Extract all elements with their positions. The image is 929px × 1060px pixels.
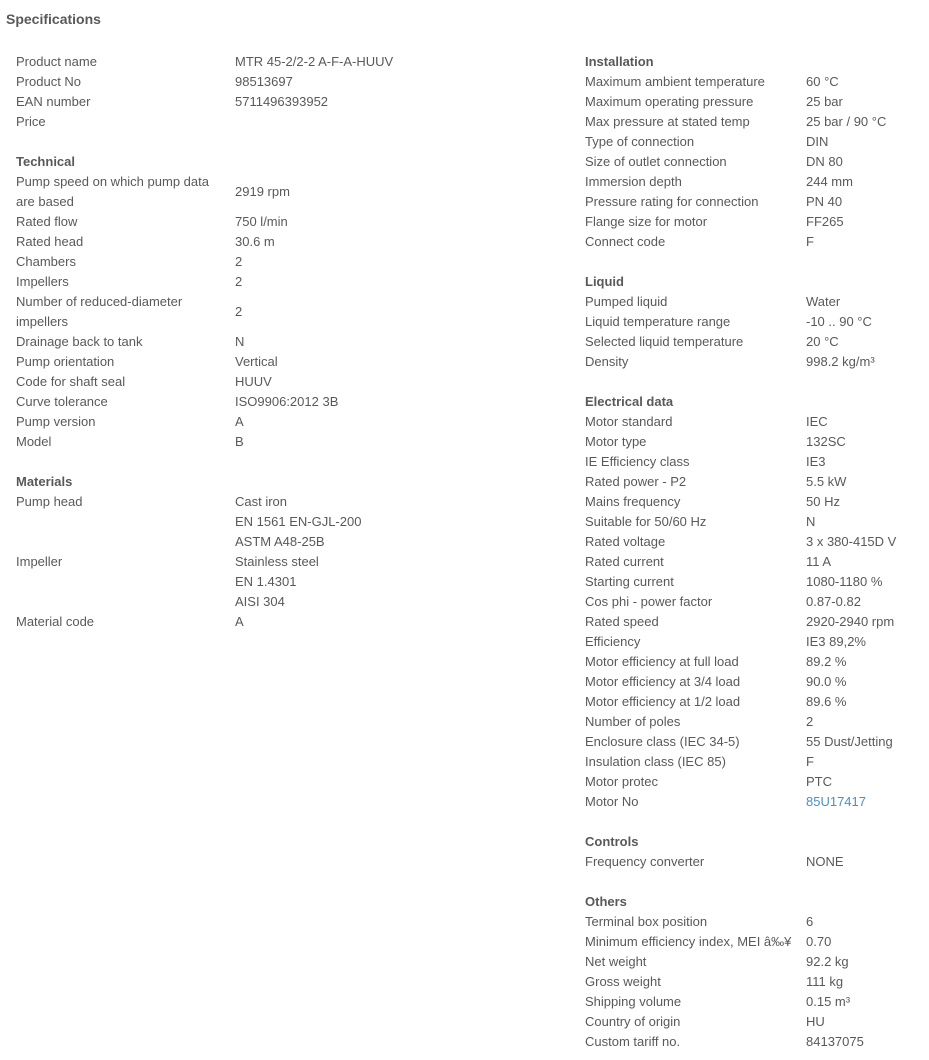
spec-row-enclosure-class-iec-34-5: [585, 732, 929, 752]
spec-row-motor-standard: [585, 412, 929, 432]
spec-section-liquid: [585, 272, 929, 372]
spec-label: Motor protec: [585, 774, 658, 789]
section-heading-technical: Technical: [16, 154, 76, 169]
spec-label: Rated flow: [16, 214, 78, 229]
spec-value: IE3: [806, 454, 826, 469]
spec-value: 2919 rpm: [235, 184, 290, 199]
spec-row-insulation-class-iec-85: [585, 752, 929, 772]
spec-value: [235, 492, 564, 552]
spec-column-right: [585, 52, 929, 1052]
spec-row-size-of-outlet-connection: [585, 152, 929, 172]
spec-value: 132SC: [806, 434, 846, 449]
spec-value: A: [235, 414, 244, 429]
spec-label: Minimum efficiency index, MEI â‰¥: [585, 934, 792, 949]
spec-label: Pump head: [16, 494, 83, 509]
spec-label: Price: [16, 114, 46, 129]
spec-label: Motor efficiency at 3/4 load: [585, 674, 741, 689]
spec-value: MTR 45-2/2-2 A-F-A-HUUV: [235, 54, 394, 69]
spec-label: Rated power - P2: [585, 474, 687, 489]
spec-value: 11 A: [806, 554, 832, 569]
spec-value: 750 l/min: [235, 214, 288, 229]
spec-row-net-weight: [585, 952, 929, 972]
spec-label: Country of origin: [585, 1014, 681, 1029]
section-heading-others: Others: [585, 894, 627, 909]
section-heading-controls: Controls: [585, 834, 639, 849]
spec-row-motor-protec: [585, 772, 929, 792]
spec-label: Model: [16, 434, 52, 449]
spec-value: 92.2 kg: [806, 954, 849, 969]
spec-row-rated-power-p2: [585, 472, 929, 492]
spec-label: Number of poles: [585, 714, 681, 729]
spec-value: 90.0 %: [806, 674, 847, 689]
spec-label: Chambers: [16, 254, 76, 269]
spec-row-density: [585, 352, 929, 372]
spec-row-shipping-volume: [585, 992, 929, 1012]
spec-label: Material code: [16, 614, 95, 629]
spec-value: -10 .. 90 °C: [806, 314, 872, 329]
spec-value: HU: [806, 1014, 825, 1029]
spec-value: A: [235, 614, 244, 629]
spec-value: 2: [235, 274, 243, 289]
spec-section-product: [16, 52, 564, 132]
spec-label: Selected liquid temperature: [585, 334, 744, 349]
spec-label: Drainage back to tank: [16, 334, 143, 349]
spec-value: PTC: [806, 774, 832, 789]
spec-value: Vertical: [235, 354, 278, 369]
spec-value: 3 x 380-415D V: [806, 534, 897, 549]
spec-row-number-of-reduced-diameter-impellers: [16, 292, 564, 332]
spec-row-liquid-temperature-range: [585, 312, 929, 332]
spec-value: 244 mm: [806, 174, 853, 189]
spec-label: Motor efficiency at 1/2 load: [585, 694, 741, 709]
spec-value: 25 bar / 90 °C: [806, 114, 887, 129]
spec-label: Terminal box position: [585, 914, 708, 929]
spec-value: DIN: [806, 134, 829, 149]
spec-label: Impeller: [16, 554, 63, 569]
spec-label: Gross weight: [585, 974, 661, 989]
spec-label: Maximum operating pressure: [585, 94, 754, 109]
spec-label: Pumped liquid: [585, 294, 668, 309]
spec-row-mains-frequency: [585, 492, 929, 512]
spec-row-maximum-ambient-temperature: [585, 72, 929, 92]
spec-value: IEC: [806, 414, 828, 429]
spec-row-rated-flow: [16, 212, 564, 232]
spec-label: Pressure rating for connection: [585, 194, 759, 209]
spec-value: 1080-1180 %: [806, 574, 883, 589]
spec-row-pump-orientation: [16, 352, 564, 372]
spec-row-number-of-poles: [585, 712, 929, 732]
spec-value: B: [235, 434, 244, 449]
spec-value: 0.15 m³: [806, 994, 851, 1009]
spec-label: Flange size for motor: [585, 214, 708, 229]
spec-value: 25 bar: [806, 94, 843, 109]
spec-row-pressure-rating-for-connection: [585, 192, 929, 212]
spec-value: NONE: [806, 854, 844, 869]
spec-value: 84137075: [806, 1034, 864, 1049]
spec-value: [806, 792, 929, 812]
spec-row-pump-head: [16, 492, 564, 552]
spec-value-line: Cast iron: [235, 494, 288, 509]
spec-value: PN 40: [806, 194, 843, 209]
spec-label: Suitable for 50/60 Hz: [585, 514, 707, 529]
spec-row-rated-head: [16, 232, 564, 252]
spec-section-others: [585, 892, 929, 1052]
spec-label: Product No: [16, 74, 82, 89]
spec-row-gross-weight: [585, 972, 929, 992]
spec-value-line: Stainless steel: [235, 554, 319, 569]
spec-value-line: ASTM A48-25B: [235, 534, 325, 549]
spec-section-controls: [585, 832, 929, 872]
spec-label: Motor type: [585, 434, 647, 449]
spec-value-line: EN 1561 EN-GJL-200: [235, 514, 362, 529]
spec-value: N: [235, 334, 245, 349]
spec-label: Pump orientation: [16, 354, 115, 369]
spec-section-installation: [585, 52, 929, 252]
spec-value: 60 °C: [806, 74, 839, 89]
spec-section-technical: [16, 152, 564, 452]
spec-value: F: [806, 754, 814, 769]
spec-label: Impellers: [16, 274, 69, 289]
section-heading-electrical-data: Electrical data: [585, 394, 674, 409]
spec-row-starting-current: [585, 572, 929, 592]
spec-row-price: [16, 112, 564, 132]
spec-value: 5.5 kW: [806, 474, 847, 489]
spec-label: Rated head: [16, 234, 84, 249]
spec-row-motor-efficiency-at-full-load: [585, 652, 929, 672]
spec-value: 2: [235, 254, 243, 269]
spec-label: Enclosure class (IEC 34-5): [585, 734, 740, 749]
spec-value: 50 Hz: [806, 494, 840, 509]
spec-label: Motor No: [585, 794, 639, 809]
spec-label: Mains frequency: [585, 494, 681, 509]
spec-value: N: [806, 514, 816, 529]
spec-label: Insulation class (IEC 85): [585, 754, 726, 769]
spec-label: Rated voltage: [585, 534, 666, 549]
spec-row-rated-current: [585, 552, 929, 572]
spec-row-rated-speed: [585, 612, 929, 632]
spec-row-country-of-origin: [585, 1012, 929, 1032]
spec-label: Pump version: [16, 414, 96, 429]
spec-row-motor-efficiency-at-3-4-load: [585, 672, 929, 692]
spec-section-materials: [16, 472, 564, 632]
spec-row-model: [16, 432, 564, 452]
spec-value: 98513697: [235, 74, 293, 89]
section-heading-installation: Installation: [585, 54, 654, 69]
spec-label: Number of reduced-diameter impellers: [16, 294, 183, 329]
spec-value: 6: [806, 914, 814, 929]
spec-value: 30.6 m: [235, 234, 275, 249]
spec-value: 5711496393952: [235, 94, 329, 109]
spec-value: HUUV: [235, 374, 272, 389]
spec-row-suitable-for-50-60-hz: [585, 512, 929, 532]
spec-row-motor-efficiency-at-1-2-load: [585, 692, 929, 712]
spec-label: Density: [585, 354, 629, 369]
spec-row-minimum-efficiency-index-mei: [585, 932, 929, 952]
page-title: Specifications: [6, 11, 101, 27]
spec-label: Motor efficiency at full load: [585, 654, 739, 669]
spec-row-impeller: [16, 552, 564, 612]
spec-row-connect-code: [585, 232, 929, 252]
spec-label: Frequency converter: [585, 854, 705, 869]
spec-row-selected-liquid-temperature: [585, 332, 929, 352]
spec-row-type-of-connection: [585, 132, 929, 152]
spec-row-maximum-operating-pressure: [585, 92, 929, 112]
spec-row-impellers: [16, 272, 564, 292]
spec-label: IE Efficiency class: [585, 454, 690, 469]
spec-row-terminal-box-position: [585, 912, 929, 932]
spec-value: 111 kg: [806, 974, 844, 989]
spec-row-motor-type: [585, 432, 929, 452]
spec-row-drainage-back-to-tank: [16, 332, 564, 352]
spec-value: [235, 552, 564, 612]
spec-column-left: [16, 52, 564, 632]
spec-value: Water: [806, 294, 841, 309]
spec-label: Rated speed: [585, 614, 659, 629]
spec-row-ean-number: [16, 92, 564, 112]
spec-row-rated-voltage: [585, 532, 929, 552]
spec-value: 2920-2940 rpm: [806, 614, 895, 629]
spec-row-curve-tolerance: [16, 392, 564, 412]
spec-label: Cos phi - power factor: [585, 594, 713, 609]
spec-row-custom-tariff-no: [585, 1032, 929, 1052]
spec-value-line: EN 1.4301: [235, 574, 297, 589]
spec-row-max-pressure-at-stated-temp: [585, 112, 929, 132]
spec-row-material-code: [16, 612, 564, 632]
spec-value: FF265: [806, 214, 844, 229]
spec-row-pump-speed-on-which-pump-data-are-based: [16, 172, 564, 212]
spec-label: Type of connection: [585, 134, 695, 149]
spec-value: IE3 89,2%: [806, 634, 866, 649]
spec-value-line: AISI 304: [235, 594, 285, 609]
spec-row-pump-version: [16, 412, 564, 432]
spec-value: ISO9906:2012 3B: [235, 394, 339, 409]
spec-row-product-name: [16, 52, 564, 72]
spec-row-motor-no: [585, 792, 929, 812]
spec-value: 0.70: [806, 934, 832, 949]
spec-label: Code for shaft seal: [16, 374, 126, 389]
spec-section-electrical-data: [585, 392, 929, 812]
spec-label: Shipping volume: [585, 994, 682, 1009]
spec-label: Efficiency: [585, 634, 641, 649]
spec-row-product-no: [16, 72, 564, 92]
spec-label: Net weight: [585, 954, 647, 969]
spec-label: Immersion depth: [585, 174, 682, 189]
section-heading-liquid: Liquid: [585, 274, 624, 289]
spec-row-flange-size-for-motor: [585, 212, 929, 232]
spec-value: 89.6 %: [806, 694, 847, 709]
spec-row-cos-phi-power-factor: [585, 592, 929, 612]
spec-row-frequency-converter: [585, 852, 929, 872]
spec-value: 2: [806, 714, 814, 729]
spec-value: 0.87-0.82: [806, 594, 861, 609]
spec-label: Size of outlet connection: [585, 154, 727, 169]
spec-row-immersion-depth: [585, 172, 929, 192]
spec-label: Rated current: [585, 554, 664, 569]
spec-value: F: [806, 234, 814, 249]
spec-value: 55 Dust/Jetting: [806, 734, 893, 749]
spec-row-efficiency: [585, 632, 929, 652]
motor-no-link[interactable]: 85U17417: [806, 794, 866, 809]
spec-row-ie-efficiency-class: [585, 452, 929, 472]
spec-value: 20 °C: [806, 334, 839, 349]
spec-label: Custom tariff no.: [585, 1034, 681, 1049]
spec-label: Starting current: [585, 574, 674, 589]
spec-label: Liquid temperature range: [585, 314, 731, 329]
spec-label: Curve tolerance: [16, 394, 108, 409]
spec-value: 89.2 %: [806, 654, 847, 669]
spec-row-pumped-liquid: [585, 292, 929, 312]
spec-label: Connect code: [585, 234, 666, 249]
spec-label: Pump speed on which pump data are based: [16, 174, 209, 209]
spec-value: 2: [235, 304, 243, 319]
spec-label: Max pressure at stated temp: [585, 114, 750, 129]
spec-row-code-for-shaft-seal: [16, 372, 564, 392]
spec-row-chambers: [16, 252, 564, 272]
spec-label: Product name: [16, 54, 97, 69]
spec-value: DN 80: [806, 154, 843, 169]
section-heading-materials: Materials: [16, 474, 73, 489]
spec-value: 998.2 kg/m³: [806, 354, 875, 369]
spec-label: Maximum ambient temperature: [585, 74, 765, 89]
spec-label: Motor standard: [585, 414, 673, 429]
spec-label: EAN number: [16, 94, 91, 109]
